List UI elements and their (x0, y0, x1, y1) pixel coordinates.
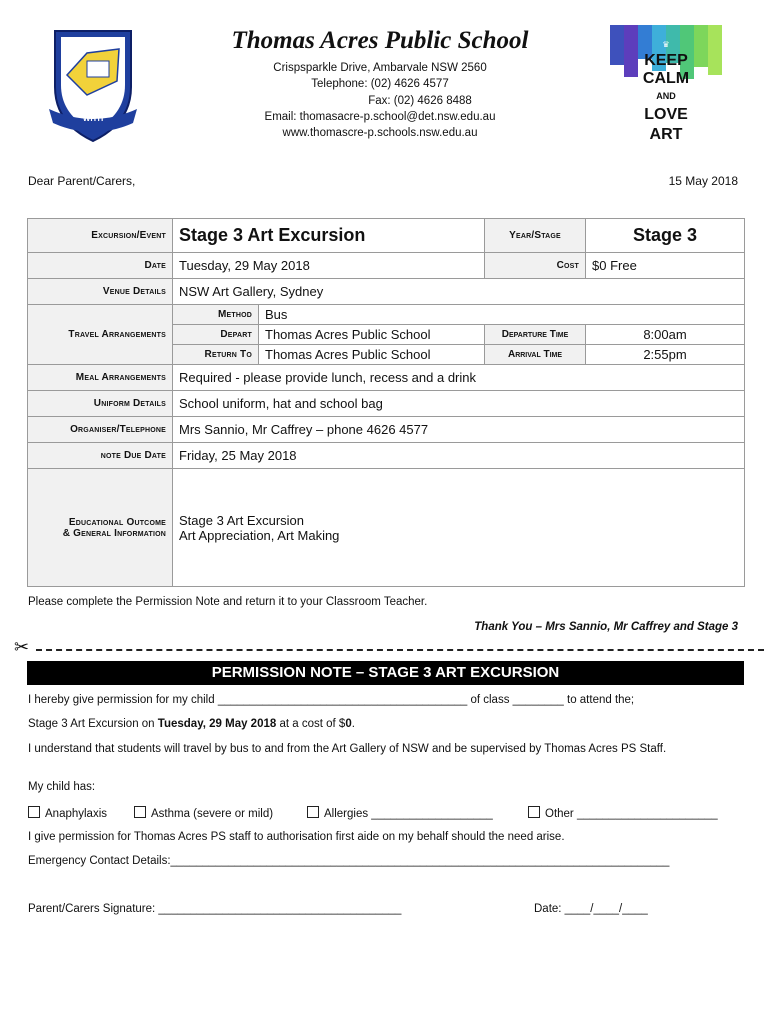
school-fax: Fax: (02) 4626 8488 (368, 95, 472, 107)
scissors-icon: ✂ (14, 637, 30, 657)
anaphylaxis-checkbox[interactable] (28, 806, 40, 818)
permission-line-child: I hereby give permission for my child _______________________________________ of class ________ to attend the; (28, 694, 635, 706)
thank-you-line: Thank You – Mrs Sannio, Mr Caffrey and Stage 3 (474, 621, 738, 633)
svg-text:CALM: CALM (642, 70, 690, 87)
venue-label: Venue Details (28, 279, 173, 305)
venue-value: NSW Art Gallery, Sydney (173, 279, 745, 305)
svg-text:KEEP: KEEP (644, 52, 688, 69)
asthma-option[interactable]: Asthma (severe or mild) (134, 806, 273, 820)
note-due-value: Friday, 25 May 2018 (173, 443, 745, 469)
my-child-has-label: My child has: (28, 781, 96, 793)
letter-date: 15 May 2018 (668, 174, 738, 188)
uniform-label: Uniform Details (28, 391, 173, 417)
signature-field[interactable]: Parent/Carers Signature: ______________________________________ (28, 903, 402, 915)
method-label: Method (173, 305, 259, 325)
departure-time-value: 8:00am (586, 325, 745, 345)
school-telephone: Telephone: (02) 4626 4577 (311, 78, 449, 90)
anaphylaxis-option[interactable]: Anaphylaxis (28, 806, 107, 820)
school-email: Email: thomasacre-p.school@det.nsw.edu.au (264, 111, 496, 123)
allergies-checkbox[interactable] (307, 806, 319, 818)
svg-text:AND: AND (656, 91, 676, 101)
other-option[interactable]: Other ______________________ (528, 806, 718, 820)
greeting: Dear Parent/Carers, (28, 174, 136, 188)
educational-outcome-label: Educational Outcome & General Information (28, 469, 173, 587)
uniform-value: School uniform, hat and school bag (173, 391, 745, 417)
excursion-label: Excursion/Event (28, 219, 173, 253)
svg-text:WITH: WITH (82, 114, 104, 123)
school-crest-logo (47, 25, 139, 145)
excursion-value: Stage 3 Art Excursion (173, 219, 485, 253)
return-label: Return To (173, 345, 259, 365)
depart-label: Depart (173, 325, 259, 345)
arrival-time-label: Arrival Time (485, 345, 586, 365)
cost-value: $0 Free (586, 253, 745, 279)
permission-line-date: Stage 3 Art Excursion on Tuesday, 29 May 2018 at a cost of $0. (28, 718, 355, 730)
organiser-label: Organiser/Telephone (28, 417, 173, 443)
meal-label: Meal Arrangements (28, 365, 173, 391)
departure-time-label: Departure Time (485, 325, 586, 345)
emergency-contact-field[interactable]: Emergency Contact Details:______________________________________________________________________________ (28, 855, 670, 867)
school-name: Thomas Acres Public School (231, 27, 529, 54)
depart-value: Thomas Acres Public School (259, 325, 485, 345)
excursion-details-table (27, 218, 745, 587)
permission-line-bus: I understand that students will travel by bus to and from the Art Gallery of NSW and be supervised by Thomas Acres PS Staff. (28, 743, 667, 755)
school-website: www.thomascre-p.schools.nsw.edu.au (282, 127, 478, 139)
year-stage-value: Stage 3 (586, 219, 745, 253)
first-aid-permission-line: I give permission for Thomas Acres PS staff to authorisation first aide on my behalf should the need arise. (28, 831, 565, 843)
svg-text:♛: ♛ (662, 40, 670, 49)
return-value: Thomas Acres Public School (259, 345, 485, 365)
asthma-checkbox[interactable] (134, 806, 146, 818)
date-value: Tuesday, 29 May 2018 (173, 253, 485, 279)
school-address: Crispsparkle Drive, Ambarvale NSW 2560 (273, 62, 487, 74)
note-due-label: note Due Date (28, 443, 173, 469)
permission-note-banner: PERMISSION NOTE – STAGE 3 ART EXCURSION (27, 661, 744, 685)
organiser-value: Mrs Sannio, Mr Caffrey – phone 4626 4577 (173, 417, 745, 443)
svg-text:LOVE: LOVE (644, 106, 688, 123)
dashed-divider (36, 649, 764, 651)
date-label: Date (28, 253, 173, 279)
keep-calm-logo (608, 25, 724, 147)
other-checkbox[interactable] (528, 806, 540, 818)
complete-note-instruction: Please complete the Permission Note and return it to your Classroom Teacher. (28, 596, 428, 608)
meal-value: Required - please provide lunch, recess and a drink (173, 365, 745, 391)
allergies-option[interactable]: Allergies ___________________ (307, 806, 493, 820)
year-stage-label: Year/Stage (485, 219, 586, 253)
cost-label: Cost (485, 253, 586, 279)
cut-line (14, 637, 764, 657)
educational-outcome-value: Stage 3 Art Excursion Art Appreciation, Art Making (173, 469, 745, 587)
svg-text:ART: ART (649, 126, 683, 143)
arrival-time-value: 2:55pm (586, 345, 745, 365)
travel-label: Travel Arrangements (28, 305, 173, 365)
method-value: Bus (259, 305, 745, 325)
signature-date-field[interactable]: Date: ____/____/____ (534, 903, 648, 915)
